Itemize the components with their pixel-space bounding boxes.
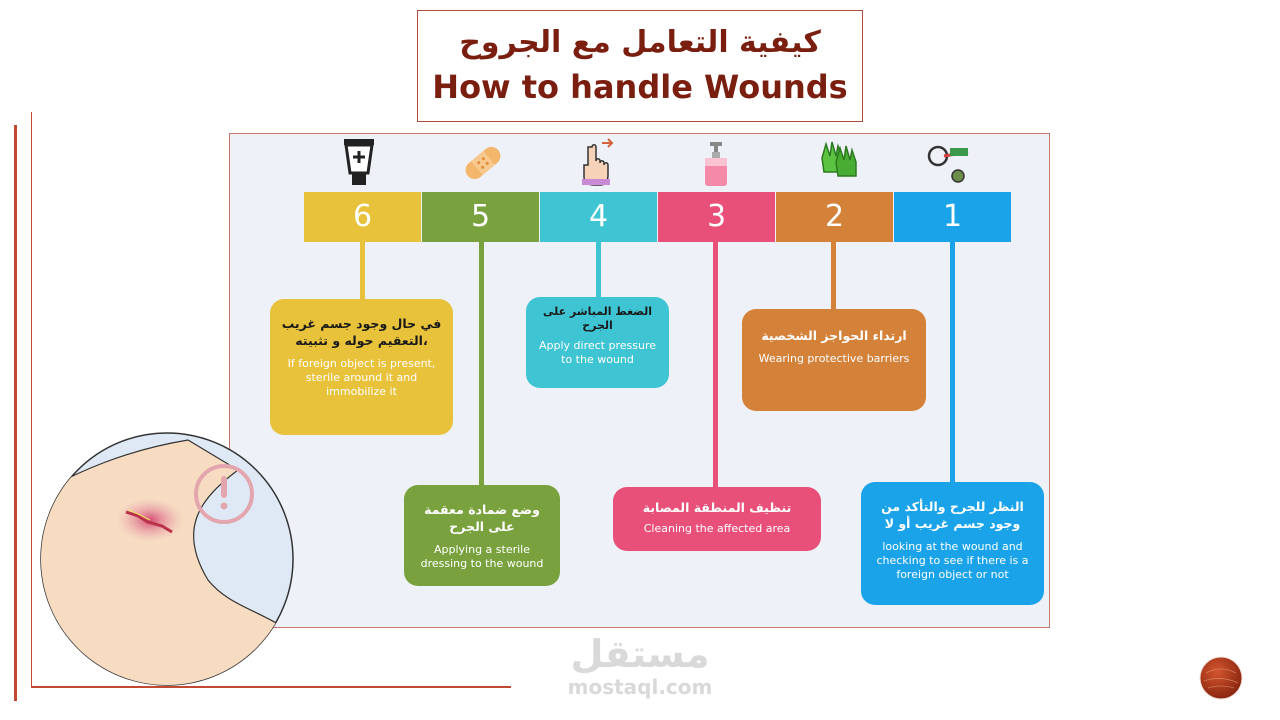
step-1-number: 1 — [942, 199, 963, 234]
step-3-card — [613, 487, 821, 551]
step-3-arabic: تنظيف المنطقة المصابة — [642, 500, 792, 515]
step-6-number: 6 — [352, 199, 373, 234]
step-4-number: 4 — [588, 199, 609, 234]
step-1-bar — [894, 192, 1011, 242]
step-5-arabic: وضع ضمادة معقمة على الجرح — [424, 502, 540, 534]
step-1-connector — [950, 242, 955, 484]
watermark-logo — [560, 632, 720, 698]
step-2-number: 2 — [824, 199, 845, 234]
title-arabic: كيفية التعامل مع الجروح — [459, 25, 821, 60]
step-1-english: looking at the wound and checking to see if there is a foreign object or not — [876, 540, 1029, 581]
step-5-connector — [479, 242, 484, 486]
step-4-connector — [596, 242, 601, 298]
step-2-arabic: ارتداء الحواجز الشخصية — [761, 328, 907, 343]
decorative-circle-icon — [1198, 655, 1244, 701]
press-hand-icon — [576, 135, 616, 187]
step-6-arabic: في حال وجود جسم غريب ،التعقيم حوله و تثبيته — [281, 316, 442, 348]
magnifier-icon — [924, 142, 972, 186]
step-3-english: Cleaning the affected area — [643, 522, 791, 535]
watermark-arabic: مستقل — [570, 632, 710, 676]
step-4-card — [526, 297, 669, 388]
step-4-bar — [540, 192, 657, 242]
step-1-arabic: النظر للجرح والتأكد من وجود جسم غريب أو لا — [881, 499, 1024, 531]
step-2-card — [742, 309, 926, 411]
wound-arm-illustration — [38, 430, 296, 688]
bandage-icon — [460, 140, 506, 186]
step-5-number: 5 — [470, 199, 491, 234]
title-box — [417, 10, 863, 122]
step-5-english: Applying a sterile dressing to the wound — [420, 543, 544, 570]
sanitizer-bottle-icon — [700, 140, 732, 188]
step-5-bar — [422, 192, 539, 242]
step-6-bar — [304, 192, 421, 242]
step-2-bar — [776, 192, 893, 242]
gloves-icon — [816, 138, 862, 186]
step-6-english: If foreign object is present, sterile around it and immobilize it — [287, 357, 436, 398]
step-6-card — [270, 299, 453, 435]
step-6-connector — [360, 242, 365, 300]
step-3-connector — [713, 242, 718, 488]
frame-line-bottom-outer — [14, 700, 17, 701]
step-5-card — [404, 485, 560, 586]
step-4-english: Apply direct pressure to the wound — [538, 339, 656, 366]
frame-line-left-inner — [31, 112, 32, 686]
step-1-card — [861, 482, 1044, 605]
step-2-english: Wearing protective barriers — [758, 352, 910, 365]
step-3-number: 3 — [706, 199, 727, 234]
watermark-latin: mostaql.com — [567, 675, 713, 699]
step-2-connector — [831, 242, 836, 310]
step-4-arabic: الضغط المباشر على الجرح — [542, 305, 653, 332]
step-3-bar — [658, 192, 775, 242]
frame-line-left-outer — [14, 125, 17, 700]
ointment-tube-icon — [340, 137, 378, 189]
title-english: How to handle Wounds — [432, 68, 848, 106]
